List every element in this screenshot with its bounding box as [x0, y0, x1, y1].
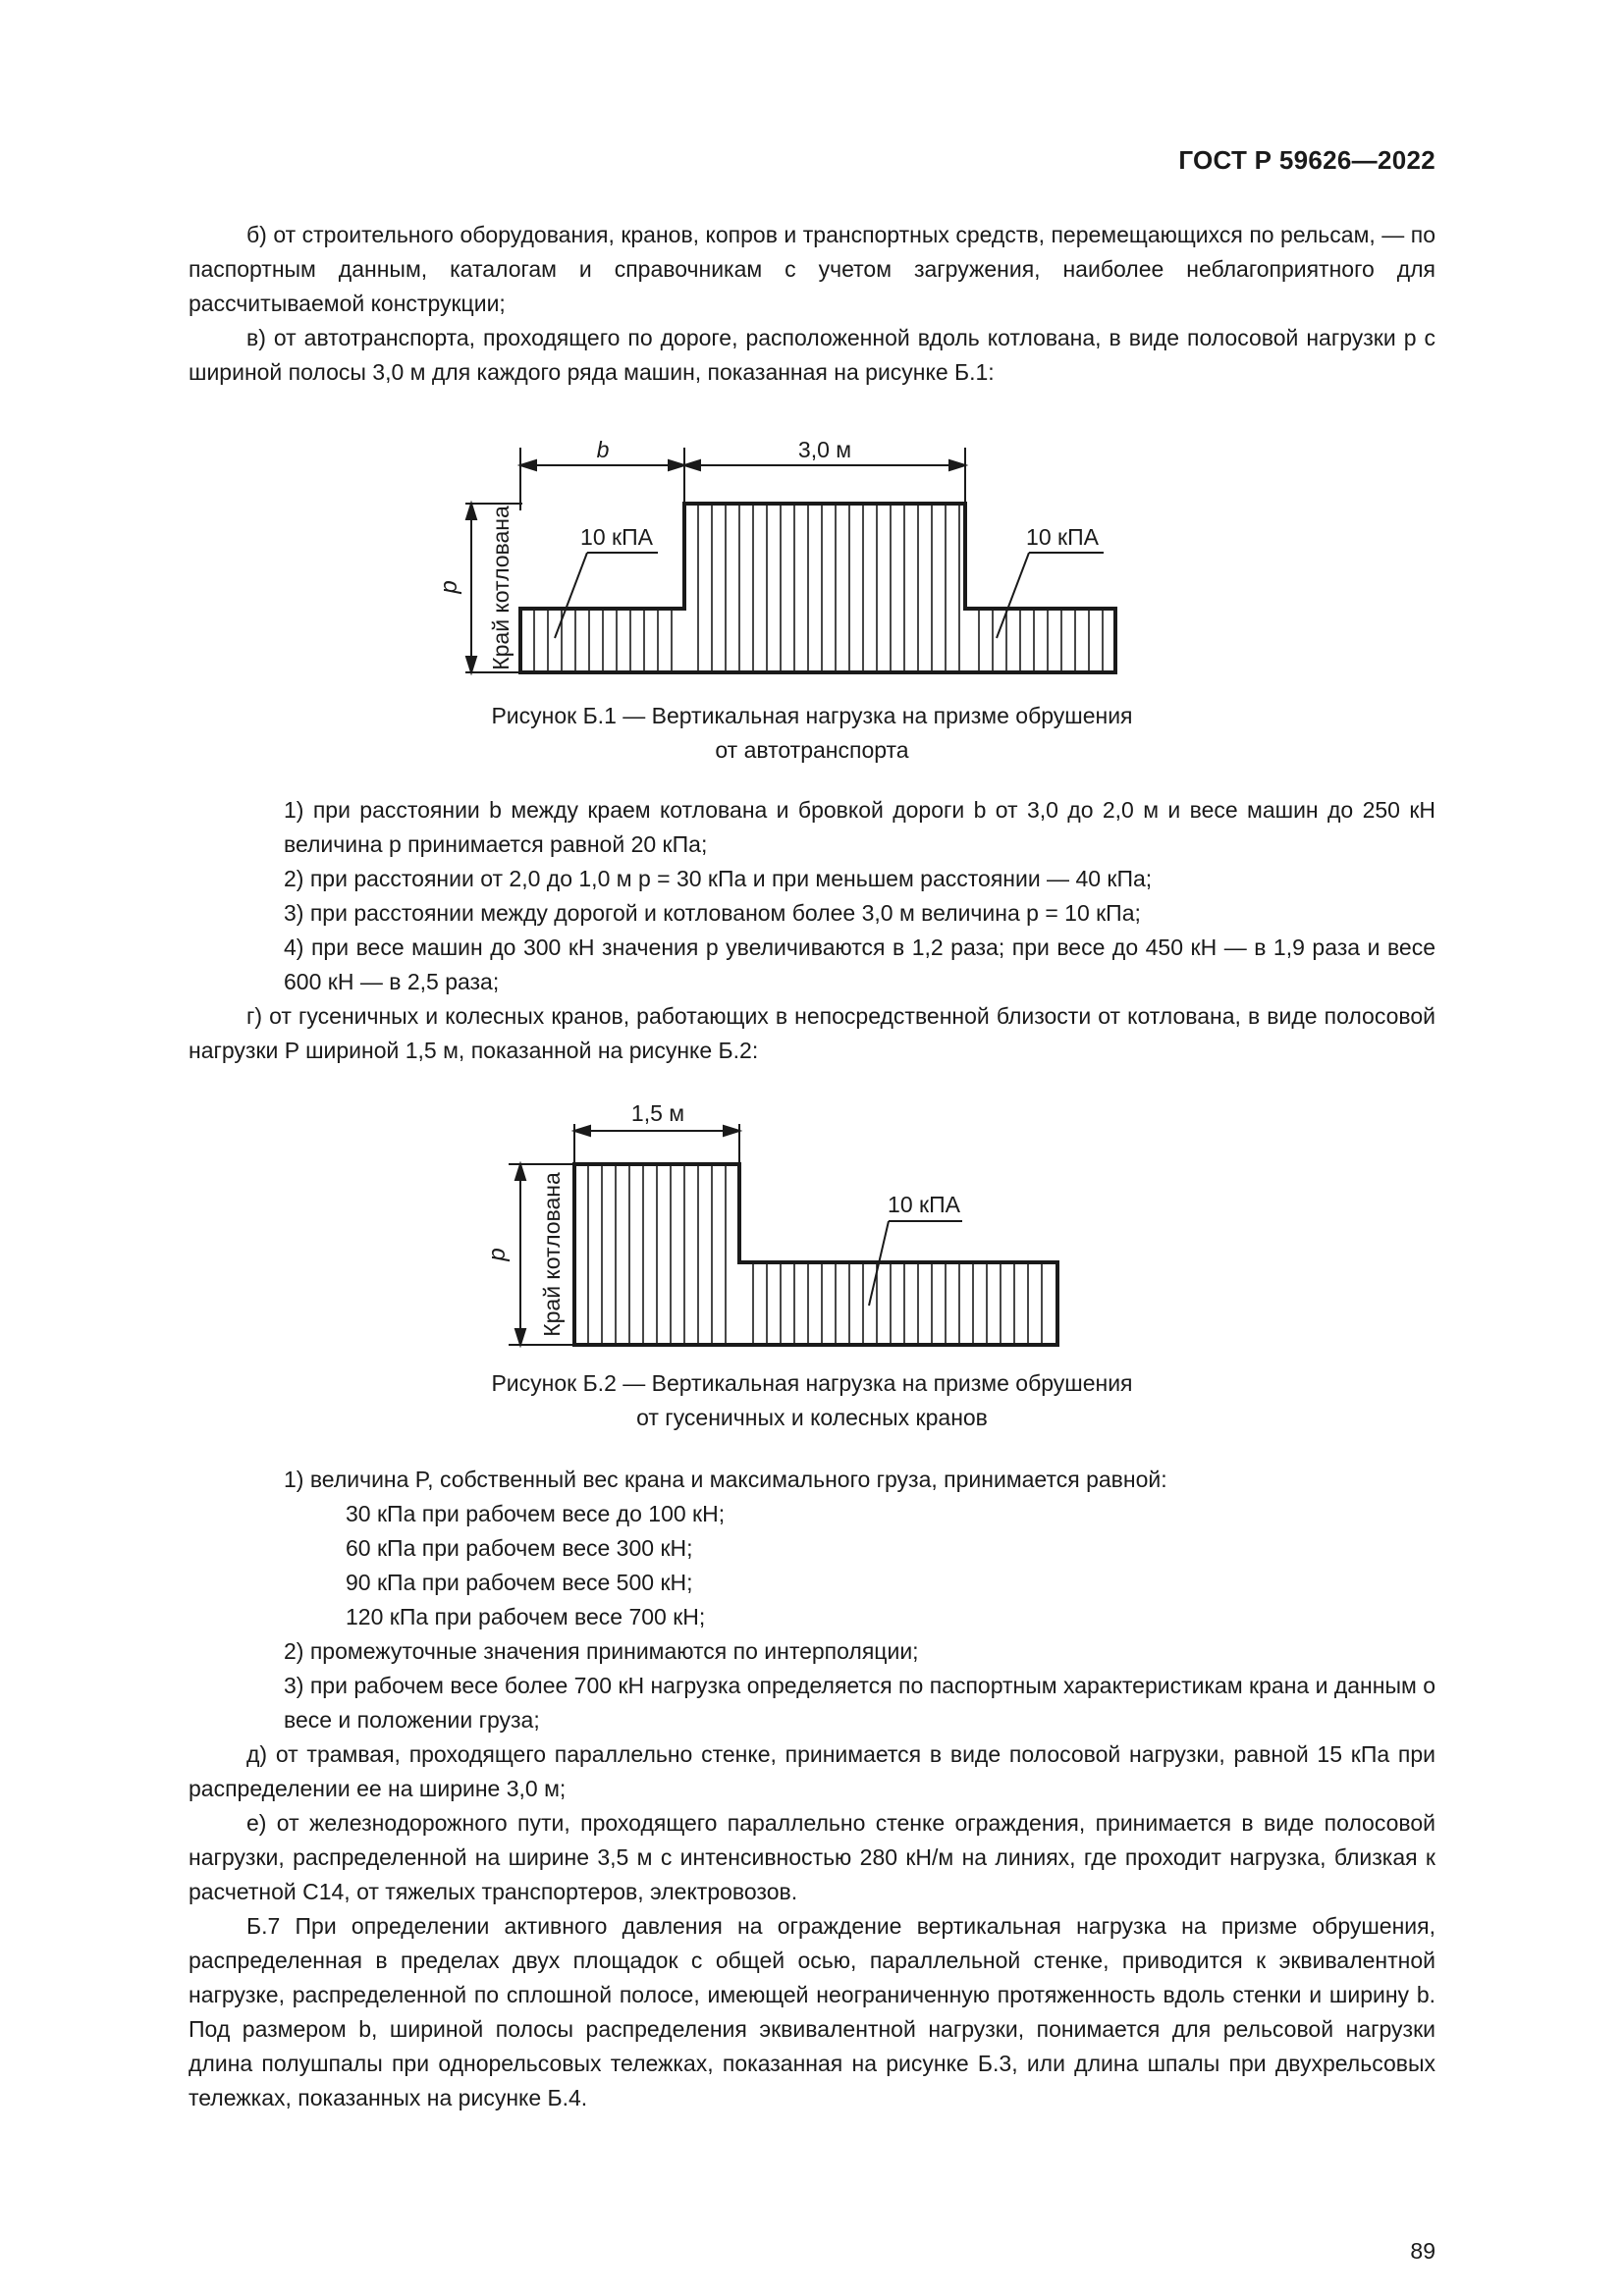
list2-sub1: 30 кПа при рабочем весе до 100 кН; [346, 1501, 726, 1526]
figure-b1-caption-line1: Рисунок Б.1 — Вертикальная нагрузка на призме обрушения [491, 703, 1133, 728]
list1-item2: 2) при расстоянии от 2,0 до 1,0 м p = 30 кПа и при меньшем расстоянии — 40 кПа; [284, 866, 1153, 891]
figure-b2-hatching [588, 1164, 1042, 1345]
paragraph-b: б) от строительного оборудования, кранов, копров и транспортных средств, перемещающихся по рельсам, — по паспортным данным, каталогам и справочникам с учетом загружения, наиболее неблагоприятного для рассчитываемой конструкции; [189, 222, 1435, 316]
paragraph-g: г) от гусеничных и колесных кранов, работающих в непосредственной близости от котлована, в виде полосовой нагрузки P шириной 1,5 м, показанной на рисунке Б.2: [189, 1003, 1435, 1063]
figure-b1-caption-line2: от автотранспорта [715, 737, 909, 763]
page-number: 89 [1410, 2238, 1435, 2264]
figure-b2-label-load: 10 кПА [888, 1192, 960, 1217]
list2-sub4: 120 кПа при рабочем весе 700 кН; [346, 1604, 706, 1629]
document-header: ГОСТ Р 59626—2022 [1178, 145, 1435, 175]
list2-item3: 3) при рабочем весе более 700 кН нагрузка определяется по паспортным характеристикам крана и данным о весе и положении груза; [284, 1673, 1435, 1733]
text-block-bottom [189, 1463, 1435, 2115]
figure-b1-label-edge: Край котлована [488, 506, 514, 670]
figure-b1-label-load-right: 10 кПА [1026, 524, 1099, 550]
figure-b1-caption [0, 699, 1624, 768]
figure-b1-label-p: p [436, 580, 462, 594]
figure-b1 [0, 432, 1624, 766]
list2-sub2: 60 кПа при рабочем весе 300 кН; [346, 1535, 693, 1561]
figure-b2-label-edge: Край котлована [539, 1172, 565, 1337]
list2-item1: 1) величина P, собственный вес крана и максимального груза, принимается равной: [284, 1467, 1167, 1492]
figure-b2-label-width: 1,5 м [630, 1100, 685, 1126]
list2-sub3: 90 кПа при рабочем весе 500 кН; [346, 1570, 693, 1595]
figure-b2-caption [0, 1366, 1624, 1435]
text-block-top [189, 218, 1435, 390]
list1-item4: 4) при весе машин до 300 кН значения p увеличиваются в 1,2 раза; при весе до 450 кН — в 1,9 раза и весе 600 кН — в 2,5 раза; [284, 934, 1435, 994]
figure-b1-label-load-left: 10 кПА [580, 524, 653, 550]
figure-b2-load-outline [574, 1164, 1057, 1345]
paragraph-e: е) от железнодорожного пути, проходящего параллельно стенке ограждения, принимается в виде полосовой нагрузки, распределенной на ширине 3,5 м с интенсивностью 280 кН/м на линиях, где проходит нагрузка, близкая к расчетной С14, от тяжелых транспортеров, электровозов. [189, 1810, 1435, 1904]
figure-b1-label-width: 3,0 м [797, 437, 852, 462]
paragraph-v: в) от автотранспорта, проходящего по дороге, расположенной вдоль котлована, в виде полосовой нагрузки p с шириной полосы 3,0 м для каждого ряда машин, показанная на рисунке Б.1: [189, 325, 1435, 385]
paragraph-b7: Б.7 При определении активного давления на ограждение вертикальная нагрузка на призме обрушения, распределенная в пределах двух площадок с общей осью, параллельной стенке, приводится к эквивалентной нагрузке, распределенной по сплошной полосе, имеющей неограниченную протяженность вдоль стенки и ширину b. Под размером b, шириной полосы распределения эквивалентной нагрузки, понимается для рельсовой нагрузки длина полушпалы при однорельсовых тележках, показанная на рисунке Б.3, или длина шпалы при двухрельсовых тележках, показанных на рисунке Б.4. [189, 1913, 1435, 2110]
figure-b2-dimensions [509, 1124, 962, 1345]
list1-item1: 1) при расстоянии b между краем котлована и бровкой дороги b от 3,0 до 2,0 м и весе машин до 250 кН величина p принимается равной 20 кПа; [284, 797, 1435, 857]
figure-b1-label-b: b [596, 437, 610, 462]
figure-b2-caption-line2: от гусеничных и колесных кранов [636, 1405, 988, 1430]
text-block-middle [189, 793, 1435, 1068]
figure-b2-label-p: p [484, 1248, 511, 1261]
paragraph-d: д) от трамвая, проходящего параллельно стенке, принимается в виде полосовой нагрузки, равной 15 кПа при распределении ее на ширине 3,0 м; [189, 1741, 1435, 1801]
figure-b2-caption-line1: Рисунок Б.2 — Вертикальная нагрузка на призме обрушения [491, 1370, 1133, 1396]
list2-item2: 2) промежуточные значения принимаются по интерполяции; [284, 1638, 919, 1664]
figure-b2 [0, 1099, 1624, 1433]
list1-item3: 3) при расстоянии между дорогой и котлованом более 3,0 м величина p = 10 кПа; [284, 900, 1141, 926]
